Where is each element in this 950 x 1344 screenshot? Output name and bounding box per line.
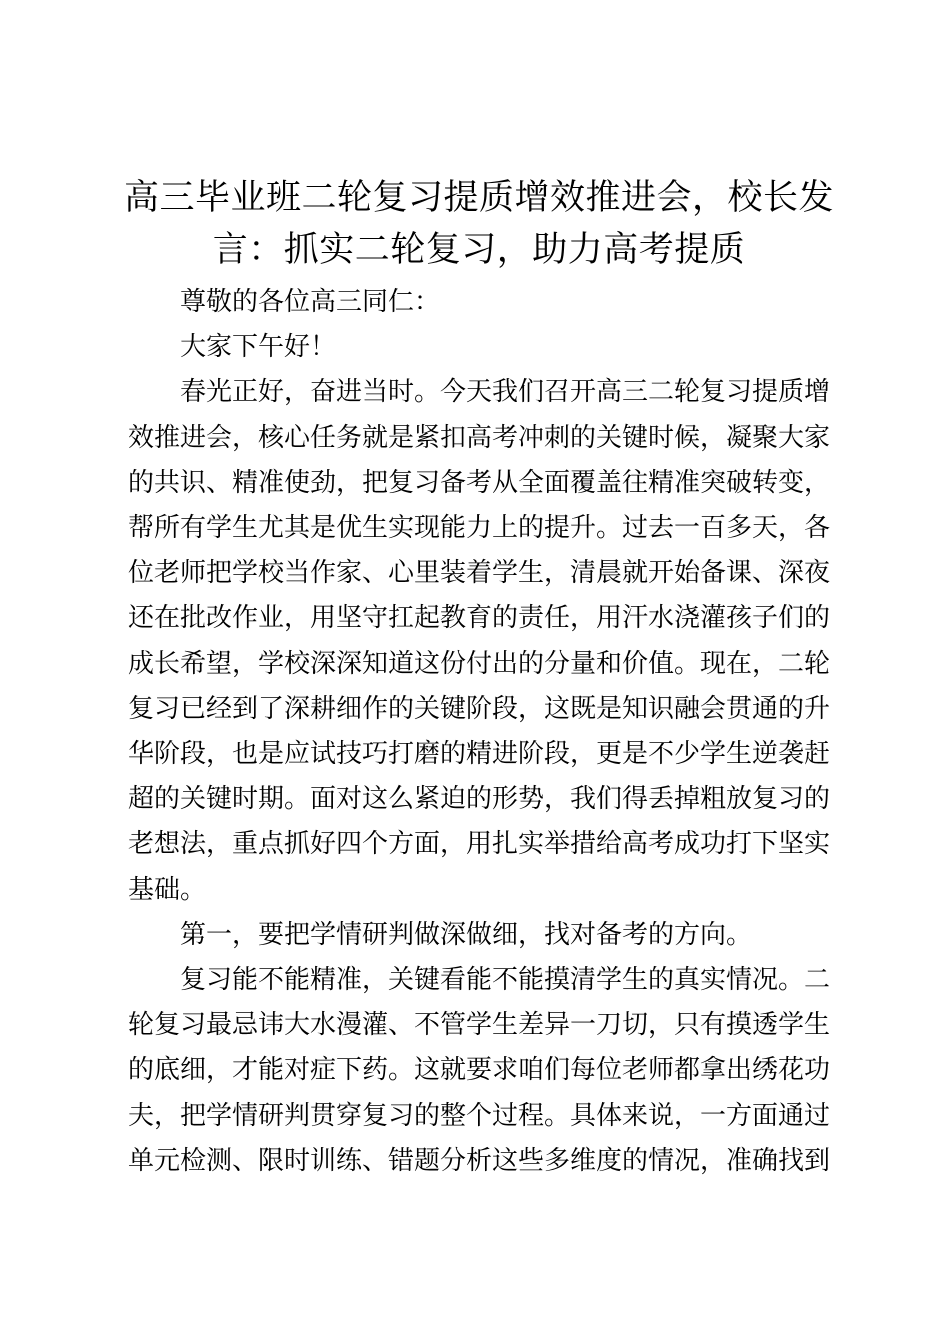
document-body: [128, 280, 830, 1184]
section-heading-1: 第一，要把学情研判做深做细，找对备考的方向。: [180, 919, 753, 950]
paragraph-intro: 春光正好，奋进当时。今天我们召开高三二轮复习提质增效推进会，核心任务就是紧扣高考冲刺的关键时候，凝聚大家的共识、精准使劲，把复习备考从全面覆盖往精准突破转变，帮所有学生尤其是优生实现能力上的提升。过去一百多天，各位老师把学校当作家、心里装着学生，清晨就开始备课、深夜还在批改作业，用坚守扛起教育的责任，用汗水浇灌孩子们的成长希望，学校深深知道这份付出的分量和价值。现在，二轮复习已经到了深耕细作的关键阶段，这既是知识融会贯通的升华阶段，也是应试技巧打磨的精进阶段，更是不少学生逆袭赶超的关键时期。面对这么紧迫的形势，我们得丢掉粗放复习的老想法，重点抓好四个方面，用扎实举措给高考成功打下坚实基础。: [128, 377, 831, 905]
document-title: 高三毕业班二轮复习提质增效推进会，校长发言：抓实二轮复习，助力高考提质: [123, 178, 834, 270]
paragraph-section-1: 复习能不能精准，关键看能不能摸清学生的真实情况。二轮复习最忌讳大水漫灌、不管学生差异一刀切，只有摸透学生的底细，才能对症下药。这就要求咱们每位老师都拿出绣花功夫，把学情研判贯穿复习的整个过程。具体来说，一方面通过单元检测、限时训练、错题分析这些多维度的情况，准确找到: [128, 965, 831, 1176]
greeting: 大家下午好！: [180, 332, 337, 363]
salutation: 尊敬的各位高三同仁：: [180, 287, 441, 317]
